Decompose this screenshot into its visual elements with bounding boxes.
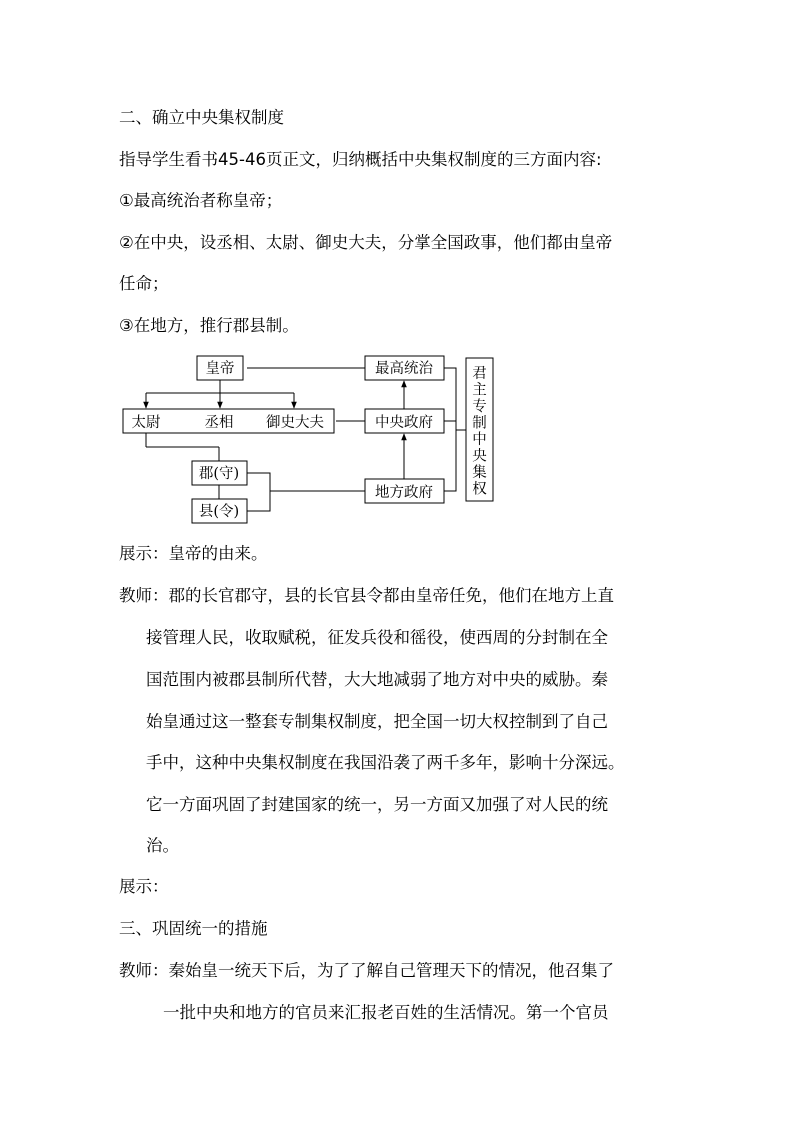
emperor-label: 皇帝 [205,361,235,377]
teacher-paragraph-2-line-1: 教师：秦始皇一统天下后，为了了解自己管理天下的情况，他召集了 [119,961,614,980]
section-3-title: 三、巩固统一的措施 [119,919,268,938]
chengxiang-label: 丞相 [204,415,234,431]
point-2-line-1: ②在中央，设丞相、太尉、御史大夫，分掌全国政事，他们都由皇帝 [119,233,613,252]
vertical-label-char: 中 [472,432,487,448]
teacher-paragraph-1-line: 手中，这种中央集权制度在我国沿袭了两千多年，影响十分深远。 [146,753,625,772]
vertical-label-char: 主 [472,382,487,399]
teacher-paragraph-2-line-2: 一批中央和地方的官员来汇报老百姓的生活情况。第一个官员 [163,1003,609,1022]
yushidafu-label: 御史大夫 [266,415,324,431]
section-2-title: 二、确立中央集权制度 [119,108,284,127]
teacher-paragraph-1-line: 它一方面巩固了封建国家的统一，另一方面又加强了对人民的统 [146,795,608,814]
vertical-label-char: 集 [472,465,487,481]
show-2: 展示： [119,877,169,896]
vertical-label [472,365,487,498]
vertical-label-char: 制 [472,415,487,432]
teacher-paragraph-1-line: 始皇通过这一整套专制集权制度，把全国一切大权控制到了自己 [146,712,608,731]
point-2-line-2: 任命； [119,274,169,293]
county-label: 县(令) [198,504,240,520]
vertical-label-char: 专 [472,399,487,415]
centralization-diagram [0,0,794,540]
section-2-intro: 指导学生看书45-46页正文，归纳概括中央集权制度的三方面内容: [119,150,602,169]
local-bracket [247,473,270,511]
commandery-label: 郡(守) [198,466,240,482]
right-bracket [444,368,456,491]
teacher-paragraph-1-line: 教师：郡的长官郡守，县的长官县令都由皇帝任免，他们在地方上直 [119,586,614,605]
vertical-label-char: 央 [472,448,487,465]
vertical-label-char: 权 [472,481,487,498]
teacher-paragraph-1-line: 治。 [146,836,179,855]
taiwei-label: 太尉 [131,415,161,431]
central-gov-label: 中央政府 [375,415,433,431]
teacher-paragraph-1-line: 国范围内被郡县制所代替，大大地减弱了地方对中央的威胁。秦 [146,670,608,689]
teacher-paragraph-1-line: 接管理人民，收取赋税，征发兵役和徭役，使西周的分封制在全 [146,628,608,647]
supreme-rule-label: 最高统治 [375,361,433,377]
local-gov-label: 地方政府 [375,485,433,501]
show-1: 展示：皇帝的由来。 [119,544,268,563]
vertical-label-char: 君 [472,366,487,382]
point-3: ③在地方，推行郡县制。 [119,316,299,335]
point-1: ①最高统治者称皇帝； [119,191,283,210]
